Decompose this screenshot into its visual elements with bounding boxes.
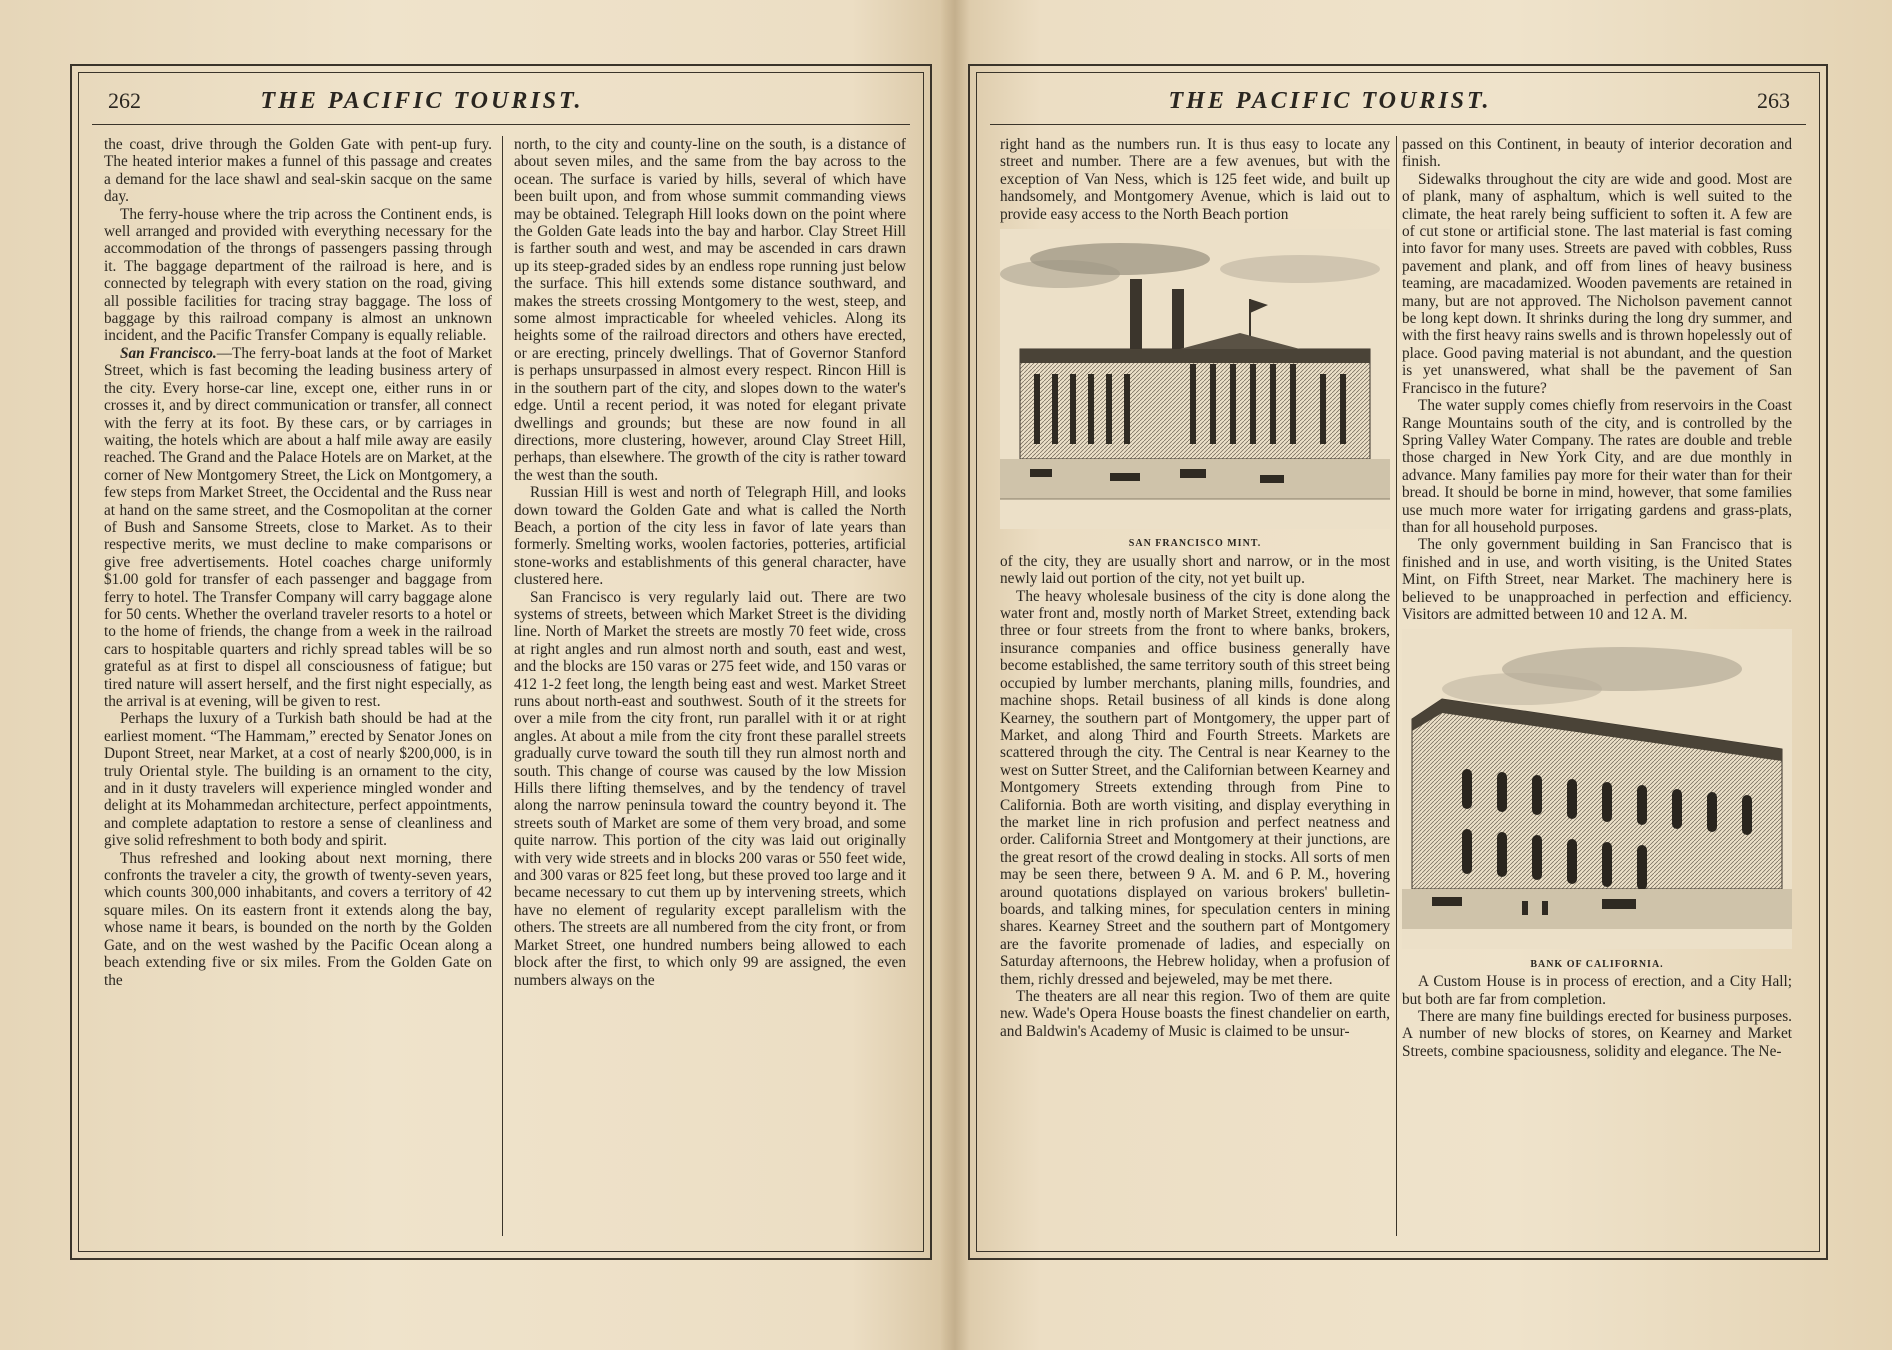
page-number: 262 (108, 88, 141, 113)
mint-caption: SAN FRANCISCO MINT. (1128, 538, 1262, 550)
right-page (968, 64, 1828, 1260)
paragraph: passed on this Continent, in beauty of interior decoration and finish. (1402, 136, 1792, 171)
paragraph: San Francisco.—The ferry-boat lands at the foot of Market Street, which is fast becoming the leading business artery of the city. Every horse-car line, except one, either runs in or crosses it, and by direct communication or transfer, all connect with the ferry at its foot. By these cars, or by carriages in waiting, the hotels which are about a half mile away are easily reached. The Grand and the Palace Hotels are on Market, at the corner of New Montgomery Street, the Lick on Montgomery, a few steps from Market Street, the Occidental and the Russ near at hand on the same street, and the Cosmopolitan at the corner of Bush and Sansome Streets, close to Market. As to their respective merits, we must decline to make comparisons or give free advertisements. Hotel coaches charge uniformly $1.00 gold for transfer of each passenger and baggage from ferry to hotel. The Transfer Company will carry baggage alone for 50 cents. Whether the overland traveler resorts to a hotel or to the home of friends, the change from a week in the railroad cars to hospitable quarters and richly spread tables will be so grateful as at first to dispel all consciousness of fatigue; but tired nature will assert herself, and the first night especially, as the arrival is at evening, will be given to rest. (104, 344, 492, 710)
paragraph: Russian Hill is west and north of Telegraph Hill, and looks down toward the Golden Gate and what is called the North Beach, a portion of the city less in favor of late years than formerly. Smelting works, woolen factories, potteries, artificial stone-works and establishments of this general character, have clustered here. (514, 484, 906, 589)
text-column-1 (1000, 136, 1390, 1236)
header-rule (990, 124, 1806, 125)
paragraph: The only government building in San Francisco that is finished and in use, and worth visiting, is the United States Mint, on Fifth Street, near Market. The machinery here is believed to be unapproached in perfection and efficiency. Visitors are admitted between 10 and 12 A. M. (1402, 536, 1792, 623)
paragraph: north, to the city and county-line on the south, is a distance of about seven miles, and the same from the bay across to the ocean. The surface is varied by hills, several of which have been built upon, and from whose summit commanding views may be obtained. Telegraph Hill looks down on the point where the Golden Gate leads into the bay and harbor. Clay Street Hill is farther south and west, and may be ascended in cars drawn up its steep-graded sides by an endless rope running just below the surface. This hill extends some distance southward, and makes the streets crossing Montgomery to the west, steep, and some almost impracticable for wheeled vehicles. Along its heights some of the railroad directors and others have erected, or are erecting, princely dwellings. That of Governor Stanford is perhaps unsurpassed in almost every respect. Rincon Hill is in the southern part of the city, and slopes down to the water's edge. Until a recent period, it was noted for elegant private dwellings and grounds; but these are now found in all directions, more clustering, however, around Clay Street Hill, perhaps, than elsewhere. The growth of the city is rather toward the west than the south. (514, 136, 906, 484)
paragraph: The theaters are all near this region. Two of them are quite new. Wade's Opera House boasts the finest chandelier on earth, and Baldwin's Academy of Music is claimed to be unsur- (1000, 988, 1390, 1040)
bank-engraving (1402, 629, 1792, 949)
paragraph: the coast, drive through the Golden Gate with pent-up fury. The heated interior makes a funnel of this passage and creates a demand for the lace shawl and seal-skin sacque on the same day. (104, 136, 492, 206)
header-rule (92, 124, 910, 125)
running-title: THE PACIFIC TOURIST. (1168, 88, 1492, 114)
mint-engraving (1000, 229, 1390, 529)
paragraph: The water supply comes chiefly from reservoirs in the Coast Range Mountains south of the city, and is controlled by the Spring Valley Water Company. The rates are double and treble those charged in New York City, and are due monthly in advance. Many families pay more for their water than for their bread. It should be borne in mind, however, that some families use much more water for irrigating gardens and grass-plats, than for all household purposes. (1402, 397, 1792, 536)
page-header (990, 88, 1806, 128)
column-divider (1396, 136, 1397, 1236)
text-column-1 (104, 136, 492, 1236)
running-title: THE PACIFIC TOURIST. (260, 88, 584, 114)
page-number: 263 (1757, 88, 1790, 113)
bank-caption: BANK OF CALIFORNIA. (1530, 958, 1664, 970)
paragraph: There are many fine buildings erected for business purposes. A number of new blocks of stores, on Kearney and Market Streets, combine spaciousness, solidity and elegance. The Ne- (1402, 1008, 1792, 1060)
column-divider (502, 136, 503, 1236)
left-page (70, 64, 932, 1260)
book-gutter (940, 0, 970, 1350)
paragraph: San Francisco is very regularly laid out. There are two systems of streets, between which Market Street is the dividing line. North of Market the streets are mostly 70 feet wide, cross at right angles and run almost north and south, east and west, and the blocks are 150 varas or 275 feet wide, and 150 varas or 412 1-2 feet long, the length being east and west. Market Street runs about north-east and southwest. South of it the streets for over a mile from the city front, run parallel with it or at right angles. At about a mile from the city front these parallel streets gradually curve toward the south till they run almost north and south. This change of course was caused by the low Mission Hills there lifting themselves, and by the tendency of travel along the narrow peninsula toward the country beyond it. The streets south of Market are some of them very broad, and some quite narrow. This portion of the city was laid out originally with very wide streets and in blocks 200 varas or 550 feet wide, and 300 varas or 825 feet long, but these proved too large and it became necessary to cut them up by intervening streets, which have no element of regularity except parallelism with the others. The streets are all numbered from the city front, or from Market Street, one hundred numbers being allowed to each block after the first, to which only 99 are assigned, the even numbers always on the (514, 588, 906, 989)
paragraph: of the city, they are usually short and narrow, or in the most newly laid out portion of the city, not yet built up. (1000, 552, 1390, 588)
paragraph: The heavy wholesale business of the city is done along the water front and, mostly north of Market Street, extending back three or four streets from the front to where banks, brokers, insurance companies and office business generally have become established, the same territory south of this street being occupied by lumber merchants, planing mills, foundries, and machine shops. Retail business of all kinds is done along Kearney, the southern part of Montgomery, the upper part of Market, and along Third and Fourth Streets. Markets are scattered through the city. The Central is near Kearney to the west on Sutter Street, and the Californian between Kearney and Montgomery Streets extending through from Pine to California. Both are worth visiting, and display everything in the market line in rich profusion and perfect neatness and order. California Street and Montgomery at their junctions, are the great resort of the crowd dealing in stocks. All sorts of men may be seen there, between 9 A. M. and 6 P. M., hovering around quotations displayed on various brokers' bulletin-boards, and talking mines, for speculation centers in mining shares. Kearney Street and the southern part of Montgomery are the favorite promenade of ladies, and especially on Saturday afternoons, the Hebrew holiday, when a profusion of them, richly dressed and bejeweled, may be met there. (1000, 587, 1390, 988)
paragraph: Thus refreshed and looking about next morning, there confronts the traveler a city, the growth of twenty-seven years, which counts 300,000 inhabitants, and covers a territory of 42 square miles. On its eastern front it extends along the bay, whose name it bears, is bounded on the north by the Golden Gate, and on the west washed by the Pacific Ocean along a beach extending five or six miles. From the Golden Gate on the (104, 849, 492, 989)
paragraph: The ferry-house where the trip across the Continent ends, is well arranged and provided with everything necessary for the accommodation of the throngs of passengers passing through it. The baggage department of the railroad is here, and is connected by telegraph with every station on the road, giving all possible facilities for tracing stray baggage. The loss of baggage by this railroad company is almost an unknown incident, and the Pacific Transfer Company is equally reliable. (104, 205, 492, 345)
paragraph: Perhaps the luxury of a Turkish bath should be had at the earliest moment. “The Hammam,” erected by Senator Jones on Dupont Street, near Market, at a cost of nearly $200,000, is in truly Oriental style. The building is an ornament to the city, and in it dusty travelers will experience mingled wonder and delight at its Mohammedan architecture, perfect appointments, and complete adaptation to restore a sense of cleanliness and give solid refreshment to both body and spirit. (104, 710, 492, 850)
section-heading: San Francisco. (120, 344, 217, 362)
paragraph: A Custom House is in process of erection, and a City Hall; but both are far from completion. (1402, 973, 1792, 1008)
page-header (92, 88, 910, 128)
paragraph: Sidewalks throughout the city are wide and good. Most are of plank, many of asphaltum, which is well suited to the climate, the heat rarely being sufficient to soften it. A few are of cut stone or artificial stone. The last material is fast coming into favor for many uses. Streets are paved with cobbles, Russ pavement and plank, and off from lines of heavy business teaming, are macadamized. Wooden pavements are retained in many, but are not approved. The Nicholson pavement cannot be long kept down. It shrinks during the long dry summer, and with the first heavy rains swells and is thrown hopelessly out of place. Good paving material is not abundant, and the question is yet unanswered, what shall be the pavement of San Francisco in the future? (1402, 170, 1792, 397)
paragraph-text: The ferry-boat lands at the foot of Market Street, which is fast becoming the leading business artery of the city. Every horse-car line, except one, either runs in or crosses it, and by direct communication or transfer, all connect with the ferry at its foot. By these cars, or by carriages in waiting, the hotels which are about a half mile away are easily reached. The Grand and the Palace Hotels are on Market, at the corner of New Montgomery Street, the Lick on Montgomery, a few steps from Market Street, the Occidental and the Russ near at hand on the same street, and the Cosmopolitan at the corner of Bush and Sansome Streets, close to Market. As to their respective merits, we must decline to make comparisons or give free advertisements. Hotel coaches charge uniformly $1.00 gold for transfer of each passenger and baggage from ferry to hotel. The Transfer Company will carry baggage alone for 50 cents. Whether the overland traveler resorts to a hotel or to the home of friends, the change from a week in the railroad cars to hospitable quarters and richly spread tables will be so grateful as at first to dispel all consciousness of fatigue; but tired nature will assert herself, and the first night especially, as the arrival is at evening, will be given to rest. (104, 344, 492, 710)
text-column-2 (1402, 136, 1792, 1236)
text-column-2 (514, 136, 906, 1236)
paragraph: right hand as the numbers run. It is thus easy to locate any street and number. There are a few avenues, but with the exception of Van Ness, which is 125 feet wide, and built up handsomely, and Montgomery Avenue, which is laid out to provide easy access to the North Beach portion (1000, 136, 1390, 223)
